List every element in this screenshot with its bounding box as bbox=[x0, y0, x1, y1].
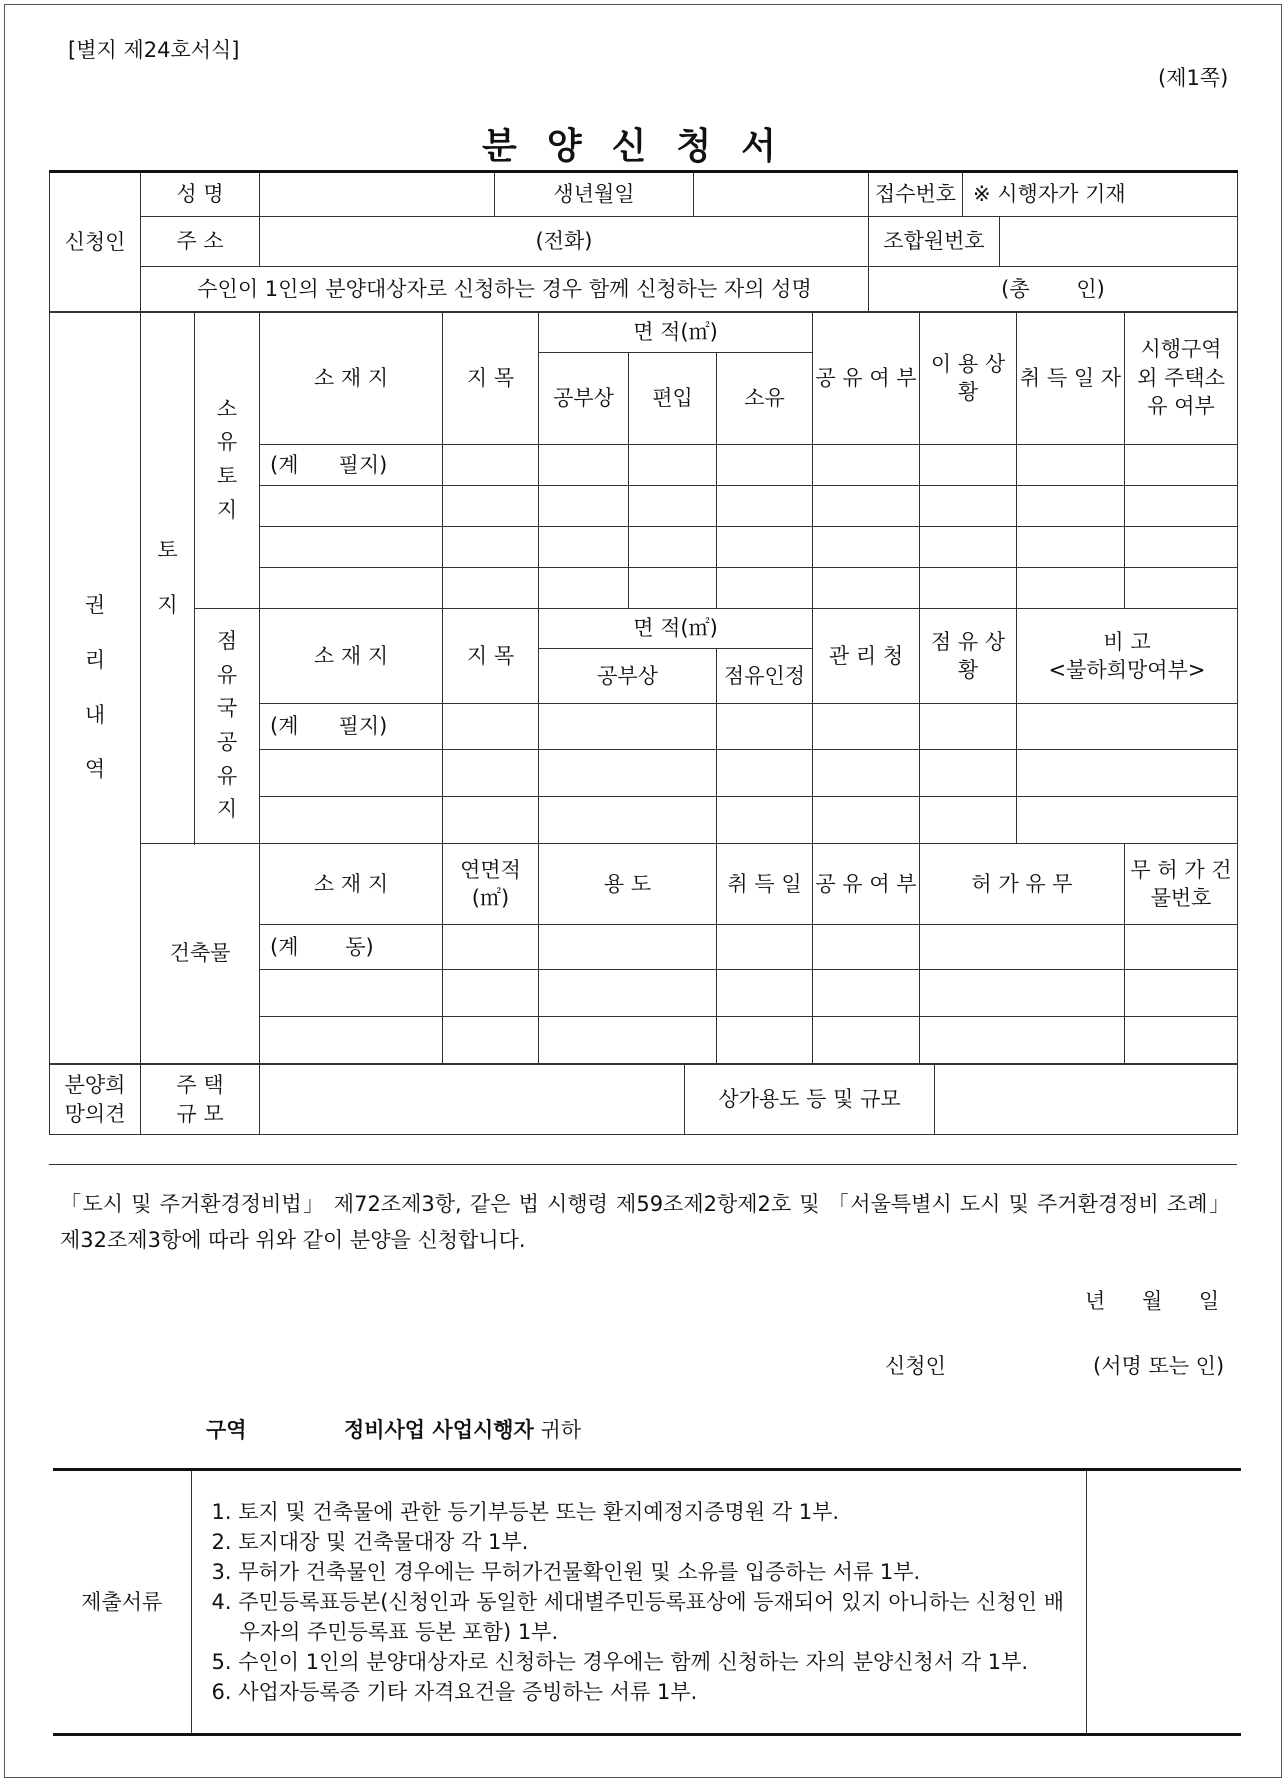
owned-outside-housing-header: 시행구역 외 주택소유 여부 bbox=[1125, 312, 1238, 445]
signature-applicant-label: 신청인 bbox=[885, 1354, 946, 1378]
applicant-label: 신청인 bbox=[50, 172, 141, 313]
table-cell[interactable] bbox=[813, 970, 920, 1017]
recipient-district: 구역 bbox=[206, 1418, 247, 1442]
building-acquired-header: 취 득 일 bbox=[717, 844, 813, 925]
table-cell[interactable] bbox=[260, 1017, 443, 1064]
table-cell[interactable] bbox=[1017, 527, 1125, 568]
page-number: (제1쪽) bbox=[1158, 66, 1229, 90]
table-cell[interactable] bbox=[629, 527, 717, 568]
divider bbox=[49, 1164, 1237, 1165]
table-cell[interactable] bbox=[443, 1017, 539, 1064]
table-cell[interactable] bbox=[1125, 970, 1238, 1017]
joint-applicant-total[interactable] bbox=[869, 267, 1238, 313]
table-cell[interactable] bbox=[920, 925, 1125, 970]
building-permit-header: 허 가 유 무 bbox=[920, 844, 1125, 925]
table-cell[interactable] bbox=[1125, 568, 1238, 609]
table-cell[interactable] bbox=[260, 568, 443, 609]
table-cell[interactable] bbox=[813, 527, 920, 568]
owned-land-label: 소유토지 bbox=[195, 312, 260, 609]
table-cell[interactable] bbox=[443, 970, 539, 1017]
table-cell[interactable] bbox=[443, 750, 539, 797]
birth-label: 생년월일 bbox=[495, 172, 694, 217]
owned-area-owned: 소유 bbox=[717, 353, 813, 445]
owned-total-row: (계 필지) bbox=[260, 445, 443, 486]
table-cell[interactable] bbox=[443, 568, 539, 609]
table-cell[interactable] bbox=[539, 568, 629, 609]
table-cell[interactable] bbox=[443, 797, 539, 844]
owned-shared-header: 공 유 여 부 bbox=[813, 312, 920, 445]
table-cell[interactable] bbox=[539, 704, 717, 750]
member-no-label: 조합원번호 bbox=[869, 217, 1000, 267]
table-cell[interactable] bbox=[539, 797, 717, 844]
preference-table bbox=[49, 1064, 1238, 1135]
list-item: 4. 주민등록표등본(신청인과 동일한 세대별주민등록표상에 등재되어 있지 아니하는 신청인 배우자의 주민등록표 등본 포함) 1부. bbox=[211, 1590, 1064, 1644]
table-cell[interactable] bbox=[443, 925, 539, 970]
address-label: 주 소 bbox=[141, 217, 260, 267]
rights-label: 권리내역 bbox=[50, 312, 141, 1064]
phone-label: (전화) bbox=[535, 229, 593, 254]
address-field[interactable] bbox=[260, 217, 869, 267]
table-cell[interactable] bbox=[920, 797, 1017, 844]
building-usage-header: 용 도 bbox=[539, 844, 717, 925]
recipient-honorific: 귀하 bbox=[540, 1418, 582, 1442]
table-cell[interactable] bbox=[920, 704, 1017, 750]
recipient-line bbox=[206, 1414, 581, 1444]
table-cell[interactable] bbox=[1017, 568, 1125, 609]
table-cell[interactable] bbox=[717, 970, 813, 1017]
table-cell[interactable] bbox=[629, 486, 717, 527]
name-label: 성 명 bbox=[141, 172, 260, 217]
public-land-label: 점유국공유지 bbox=[195, 609, 260, 844]
table-cell[interactable] bbox=[813, 925, 920, 970]
table-cell[interactable] bbox=[443, 445, 539, 486]
documents-list-cell bbox=[191, 1470, 1086, 1735]
building-unpermitted-header: 무 허 가 건물번호 bbox=[1125, 844, 1238, 925]
declaration-text: 「도시 및 주거환경정비법」 제72조제3항, 같은 법 시행령 제59조제2항제2호 및 「서울특별시 도시 및 주거환경정비 조례」 제32조제3항에 따라 위와 같이 분양을 신청합니다. bbox=[60, 1192, 1230, 1252]
list-item: 3. 무허가 건축물인 경우에는 무허가건물확인원 및 소유를 입증하는 서류 1부. bbox=[211, 1560, 921, 1584]
list-item: 5. 수인이 1인의 분양대상자로 신청하는 경우에는 함께 신청하는 자의 분양신청서 각 1부. bbox=[211, 1650, 1029, 1674]
table-cell[interactable] bbox=[717, 750, 813, 797]
list-item: 1. 토지 및 건축물에 관한 등기부등본 또는 환지예정지증명원 각 1부. bbox=[211, 1500, 840, 1524]
table-cell[interactable] bbox=[539, 1017, 717, 1064]
signature-hint: (서명 또는 인) bbox=[1093, 1354, 1225, 1378]
page-title: 분양신청서 bbox=[482, 126, 806, 167]
table-cell[interactable] bbox=[1125, 445, 1238, 486]
public-occupancy-header: 점 유 상 황 bbox=[920, 609, 1017, 704]
table-cell[interactable] bbox=[920, 445, 1017, 486]
table-cell[interactable] bbox=[717, 925, 813, 970]
table-cell[interactable] bbox=[813, 704, 920, 750]
receipt-label: 접수번호 bbox=[869, 172, 963, 217]
table-cell[interactable] bbox=[920, 527, 1017, 568]
owned-area-ledger: 공부상 bbox=[539, 353, 629, 445]
table-cell[interactable] bbox=[539, 970, 717, 1017]
remarks-sub-label: <불하희망여부> bbox=[1048, 658, 1206, 682]
public-area-recognized: 점유인정 bbox=[717, 649, 813, 704]
table-cell[interactable] bbox=[1017, 445, 1125, 486]
table-cell[interactable] bbox=[443, 704, 539, 750]
table-cell[interactable] bbox=[1125, 925, 1238, 970]
table-cell[interactable] bbox=[717, 527, 813, 568]
table-cell[interactable] bbox=[717, 704, 813, 750]
building-location-header: 소 재 지 bbox=[260, 844, 443, 925]
housing-size-field[interactable] bbox=[260, 1065, 685, 1135]
public-category-header: 지 목 bbox=[443, 609, 539, 704]
owned-area-incorporated: 편입 bbox=[629, 353, 717, 445]
list-item: 6. 사업자등록증 기타 자격요건을 증빙하는 서류 1부. bbox=[211, 1680, 698, 1704]
remarks-label: 비 고 bbox=[1103, 629, 1151, 654]
table-cell[interactable] bbox=[717, 486, 813, 527]
building-shared-header: 공 유 여 부 bbox=[813, 844, 920, 925]
total-count-label: (총 인) bbox=[1001, 277, 1105, 302]
preference-label: 분양희망의견 bbox=[50, 1065, 141, 1135]
table-cell[interactable] bbox=[813, 486, 920, 527]
owned-area-header: 면 적(㎡) bbox=[539, 312, 813, 353]
table-cell[interactable] bbox=[813, 797, 920, 844]
table-cell[interactable] bbox=[260, 527, 443, 568]
table-cell[interactable] bbox=[920, 970, 1125, 1017]
table-cell[interactable] bbox=[539, 527, 629, 568]
date-line: 년 월 일 bbox=[1085, 1289, 1220, 1313]
commercial-field[interactable] bbox=[935, 1065, 1238, 1135]
table-cell[interactable] bbox=[920, 750, 1017, 797]
table-cell[interactable] bbox=[539, 750, 717, 797]
recipient-executor: 정비사업 사업시행자 bbox=[343, 1418, 534, 1442]
commercial-label: 상가용도 등 및 규모 bbox=[685, 1065, 935, 1135]
public-authority-header: 관 리 청 bbox=[813, 609, 920, 704]
table-cell[interactable] bbox=[260, 797, 443, 844]
table-cell[interactable] bbox=[717, 445, 813, 486]
land-label: 토지 bbox=[141, 312, 195, 844]
owned-use-header: 이 용 상 황 bbox=[920, 312, 1017, 445]
table-cell[interactable] bbox=[260, 750, 443, 797]
owned-acquired-header: 취 득 일 자 bbox=[1017, 312, 1125, 445]
building-label: 건축물 bbox=[141, 844, 260, 1064]
public-location-header: 소 재 지 bbox=[260, 609, 443, 704]
table-cell[interactable] bbox=[920, 1017, 1125, 1064]
table-cell[interactable] bbox=[1125, 527, 1238, 568]
documents-blank-cell bbox=[1086, 1470, 1241, 1735]
table-cell[interactable] bbox=[1017, 704, 1238, 750]
list-item: 2. 토지대장 및 건축물대장 각 1부. bbox=[211, 1530, 529, 1554]
table-cell[interactable] bbox=[629, 568, 717, 609]
table-cell[interactable] bbox=[920, 486, 1017, 527]
table-cell[interactable] bbox=[1017, 486, 1125, 527]
table-cell[interactable] bbox=[717, 568, 813, 609]
owned-category-header: 지 목 bbox=[443, 312, 539, 445]
table-cell[interactable] bbox=[813, 1017, 920, 1064]
table-cell[interactable] bbox=[813, 445, 920, 486]
table-cell[interactable] bbox=[717, 1017, 813, 1064]
table-cell[interactable] bbox=[813, 568, 920, 609]
applicant-table bbox=[49, 170, 1238, 313]
table-cell[interactable] bbox=[1125, 1017, 1238, 1064]
owned-location-header: 소 재 지 bbox=[260, 312, 443, 445]
table-cell[interactable] bbox=[1125, 486, 1238, 527]
table-cell[interactable] bbox=[813, 750, 920, 797]
receipt-note: ※ 시행자가 기재 bbox=[963, 172, 1238, 217]
table-cell[interactable] bbox=[443, 527, 539, 568]
building-floor-area-header: 연면적 (㎡) bbox=[443, 844, 539, 925]
table-cell[interactable] bbox=[260, 486, 443, 527]
housing-size-label: 주 택 규 모 bbox=[141, 1065, 260, 1135]
name-field[interactable] bbox=[260, 172, 495, 217]
member-no-field[interactable] bbox=[1000, 217, 1238, 267]
table-cell[interactable] bbox=[443, 486, 539, 527]
table-cell[interactable] bbox=[717, 797, 813, 844]
rights-table bbox=[49, 311, 1238, 1064]
public-area-ledger: 공부상 bbox=[539, 649, 717, 704]
public-total-row: (계 필지) bbox=[260, 704, 443, 750]
building-total-row: (계 동) bbox=[260, 925, 443, 970]
table-cell[interactable] bbox=[539, 486, 629, 527]
joint-applicant-note: 수인이 1인의 분양대상자로 신청하는 경우 함께 신청하는 자의 성명 bbox=[141, 267, 869, 313]
table-cell[interactable] bbox=[539, 445, 629, 486]
table-cell[interactable] bbox=[920, 568, 1017, 609]
public-remarks-header bbox=[1017, 609, 1238, 704]
documents-table bbox=[53, 1468, 1241, 1736]
table-cell[interactable] bbox=[260, 970, 443, 1017]
documents-label: 제출서류 bbox=[53, 1470, 191, 1735]
public-area-header: 면 적(㎡) bbox=[539, 609, 813, 649]
documents-list bbox=[212, 1497, 1074, 1707]
table-cell[interactable] bbox=[629, 445, 717, 486]
table-cell[interactable] bbox=[539, 925, 717, 970]
form-id: [별지 제24호서식] bbox=[68, 38, 240, 62]
table-cell[interactable] bbox=[1017, 750, 1238, 797]
table-cell[interactable] bbox=[1017, 797, 1238, 844]
birth-field[interactable] bbox=[694, 172, 869, 217]
